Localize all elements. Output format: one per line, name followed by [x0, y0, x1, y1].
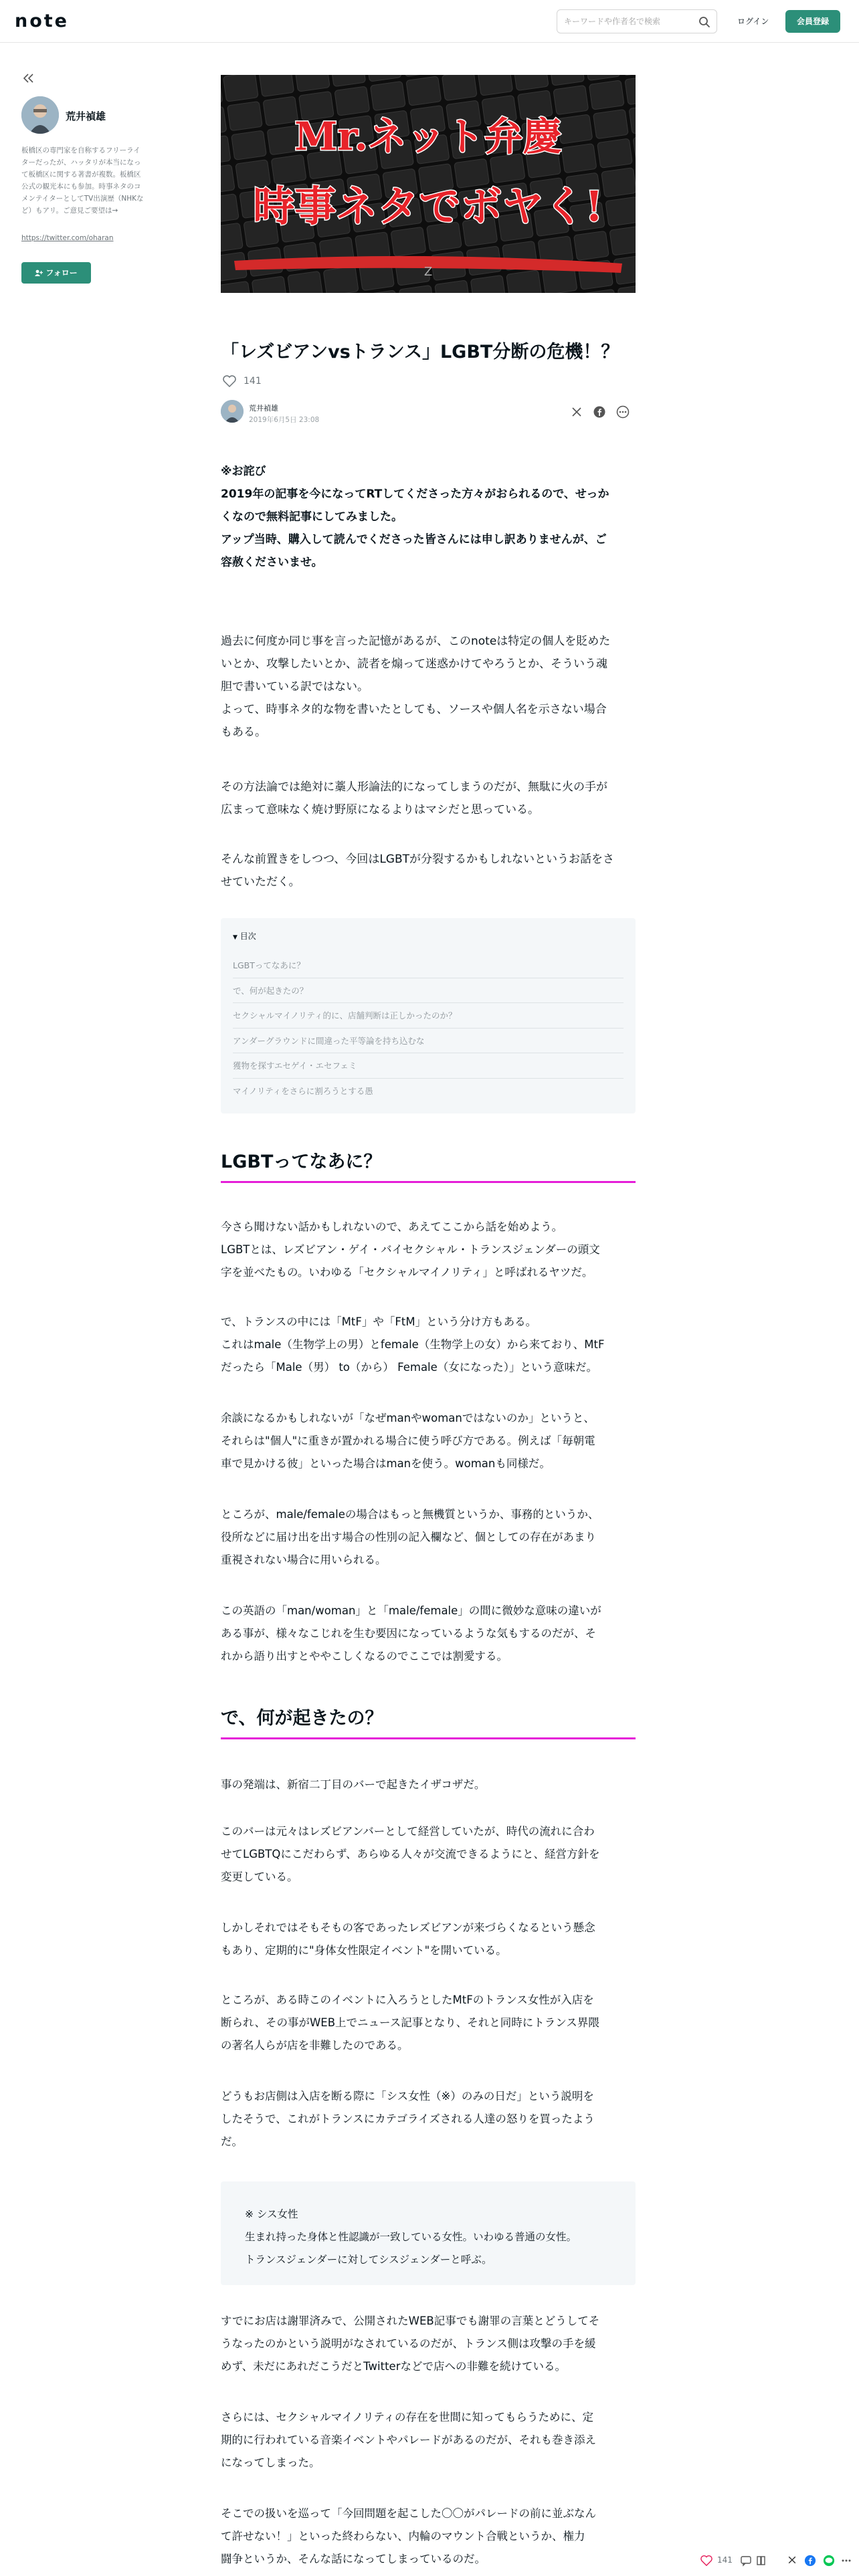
toc-item[interactable]: アンダーグラウンドに間違った平等論を持ち込むな: [233, 1029, 624, 1054]
toc-item[interactable]: 獲物を探すエセゲイ・エセフェミ: [233, 1053, 624, 1079]
x-share-icon[interactable]: [787, 2555, 797, 2565]
footnote-line: 生まれ持った身体と性認識が一致している女性。いわゆる普通の女性。: [245, 2231, 577, 2243]
paragraph: 今さら聞けない話かもしれないので、あえてここから話を始めよう。 LGBTとは、レズビアン・ゲイ・バイセクシャル・トランスジェンダーの頭文 字を並べたもの。いわゆる「セクシャルマイノリティ」と呼ばれるヤツだ。: [221, 1220, 600, 1279]
apology-note: ※お詫び 2019年の記事を今になってRTしてくださった方々がおられるので、せっか くなので無料記事にしてみました。 アップ当時、購入して読んでくださった皆さんには申し訳ありませんが、ご 容赦くださいませ。: [221, 465, 609, 569]
paragraph: しかしそれではそもそもの客であったレズビアンが来づらくなるという懸念 もあり、定期的に"身体女性限定イベント"を開いている。: [221, 1921, 595, 1957]
paragraph: で、トランスの中には「MtF」や「FtM」という分け方もある。 これはmale（生物学上の男）とfemale（生物学上の女）から来ており、MtF だったら「Male（男） to（から） Female（女になった）」という意味だ。: [221, 1315, 605, 1374]
x-share-icon[interactable]: [570, 405, 583, 419]
paragraph: このバーは元々はレズビアンバーとして経営していたが、時代の流れに合わ せてLGBTQにこだわらず、あらゆる人々が交流できるようにと、経営方針を 変更している。: [221, 1825, 600, 1883]
footnote-title: ※ シス女性: [245, 2208, 298, 2220]
search-input[interactable]: [564, 15, 692, 28]
facebook-share-icon[interactable]: [804, 2555, 816, 2567]
collapse-sidebar-icon[interactable]: [21, 71, 36, 86]
publish-date: 2019年6月5日 23:08: [249, 416, 320, 424]
author-avatar[interactable]: [21, 96, 59, 134]
article-title: 「レズビアンvsトランス」LGBT分断の危機！？: [221, 342, 619, 362]
site-header: [0, 0, 859, 43]
meta-author-avatar[interactable]: [221, 400, 244, 423]
author-twitter-link[interactable]: https://twitter.com/oharan: [21, 234, 114, 242]
paragraph: ところが、male/femaleの場合はもっと無機質というか、事務的というか、 役所などに届け出を出す場合の性別の記入欄など、個としての存在があまり 重視されない場合に用いられる。: [221, 1508, 599, 1566]
heart-icon[interactable]: [222, 374, 237, 388]
hero-line1: Mr.ネット弁慶: [294, 114, 562, 159]
note-logo[interactable]: note: [15, 11, 69, 31]
facebook-share-icon[interactable]: [593, 405, 606, 419]
paragraph: ところが、ある時このイベントに入ろうとしたMtFのトランス女性が入店を 断られ、その事がWEB上でニュース記事となり、それと同時にトランス界隈 の著名人らが店を非難したのである。: [221, 1994, 599, 2052]
heart-icon[interactable]: [700, 2555, 713, 2567]
follow-button[interactable]: [21, 262, 91, 284]
section-heading: LGBTってなあに？: [221, 1149, 636, 1183]
svg-text:Z: Z: [423, 265, 433, 279]
paragraph: 事の発端は、新宿二丁目のバーで起きたイザコザだ。: [221, 1778, 486, 1791]
paragraph: さらには、セクシャルマイノリティの存在を世間に知ってもらうために、定 期的に行われている音楽イベントやパレードがあるのだが、それも巻き添え になってしまった。: [221, 2411, 596, 2469]
paragraph: この英語の「man/woman」と「male/female」の間に微妙な意味の違いが ある事が、様々なこじれを生む要因になっているような気もするのだが、そ れから語り出すとややこしくなるのでここでは割愛する。: [221, 1604, 601, 1662]
more-share-icon[interactable]: [615, 405, 630, 419]
toc-toggle[interactable]: ▼ 目次: [233, 932, 256, 941]
footnote-line: トランスジェンダーに対してシスジェンダーと呼ぶ。: [245, 2254, 492, 2266]
hero-image: [221, 75, 636, 293]
toc-item[interactable]: LGBTってなあに？: [233, 953, 624, 978]
paragraph: 過去に何度か同じ事を言った記憶があるが、このnoteは特定の個人を貶めた いとか、攻撃したいとか、読者を煽って迷惑かけてやろうとか、そういう魂 胆で書いている訳ではない。 よって、時事ネタ的な物を書いたとしても、ソースや個人名を示さない場合 もある。: [221, 635, 611, 739]
author-name[interactable]: 荒井禎雄: [66, 110, 106, 122]
paragraph: すでにお店は謝罪済みで、公開されたWEB記事でも謝罪の言葉とどうしてそ うなったのかという説明がなされているのだが、トランス側は攻撃の手を緩 めず、未だにあれだこうだとTwitterなどで店への非難を続けている。: [221, 2315, 600, 2373]
magazine-add-icon[interactable]: [756, 2555, 768, 2567]
hero-line2: 時事ネタでボヤく!: [253, 182, 603, 231]
toc-item[interactable]: マイノリティをさらに割ろうとする愚: [233, 1085, 373, 1096]
more-options-icon[interactable]: [840, 2555, 852, 2567]
paragraph: 余談になるかもしれないが「なぜmanやwomanではないのか」というと、 それらは"個人"に重きが置かれる場合に使う呼び方である。例えば「毎朝電 車で見かける彼」といった場合はmanを使う。womanも同様だ。: [221, 1412, 595, 1470]
search-box[interactable]: [557, 9, 717, 33]
author-bio: 板橋区の専門家を自称するフリーライターだったが、ハッタリが本当になって板橋区に関する著書が複数。板橋区公式の観光本にも参加。時事ネタのコメンテイターとしてTV出演歴（NHKなど）もアリ。ご意見ご要望は→: [21, 146, 144, 215]
table-of-contents: [221, 918, 636, 1113]
footnote-box: [221, 2181, 636, 2285]
paragraph: そんな前置きをしつつ、今回はLGBTが分裂するかもしれないというお話をさ せていただく。: [221, 853, 615, 889]
line-share-icon[interactable]: [823, 2555, 835, 2567]
follow-label: フォロー: [45, 268, 78, 278]
floating-like-count: 141: [717, 2555, 733, 2565]
chevron-down-icon: ▼: [233, 934, 237, 941]
toc-item[interactable]: で、何が起きたの？: [233, 978, 624, 1004]
paragraph: どうもお店側は入店を断る際に「シス女性（※）のみの日だ」という説明を したそうで、これがトランスにカテゴライズされる人達の怒りを買ったよう だ。: [221, 2090, 595, 2148]
login-button[interactable]: ログイン: [737, 17, 769, 26]
like-count: 141: [244, 376, 262, 387]
like-button[interactable]: [222, 374, 262, 389]
floating-action-bar: [689, 2545, 859, 2576]
paragraph: そこでの扱いを巡って「今回問題を起こした〇〇がパレードの前に並ぶなん て許せない！」といった終わらない、内輪のマウント合戦というか、権力 闘争というか、そんな話になってしまっているのだ。: [221, 2507, 596, 2565]
user-add-icon: [35, 268, 45, 278]
meta-author-name[interactable]: 荒井禎雄: [249, 404, 278, 413]
signup-button[interactable]: 会員登録: [785, 10, 840, 33]
section-heading: で、何が起きたの？: [221, 1705, 636, 1739]
paragraph: その方法論では絶対に藁人形論法的になってしまうのだが、無駄に火の手が 広まって意味なく焼け野原になるよりはマシだと思っている。: [221, 780, 607, 817]
search-icon[interactable]: [698, 15, 711, 29]
toc-item[interactable]: セクシャルマイノリティ的に、店舗判断は正しかったのか？: [233, 1003, 624, 1029]
comment-icon[interactable]: [740, 2555, 752, 2567]
